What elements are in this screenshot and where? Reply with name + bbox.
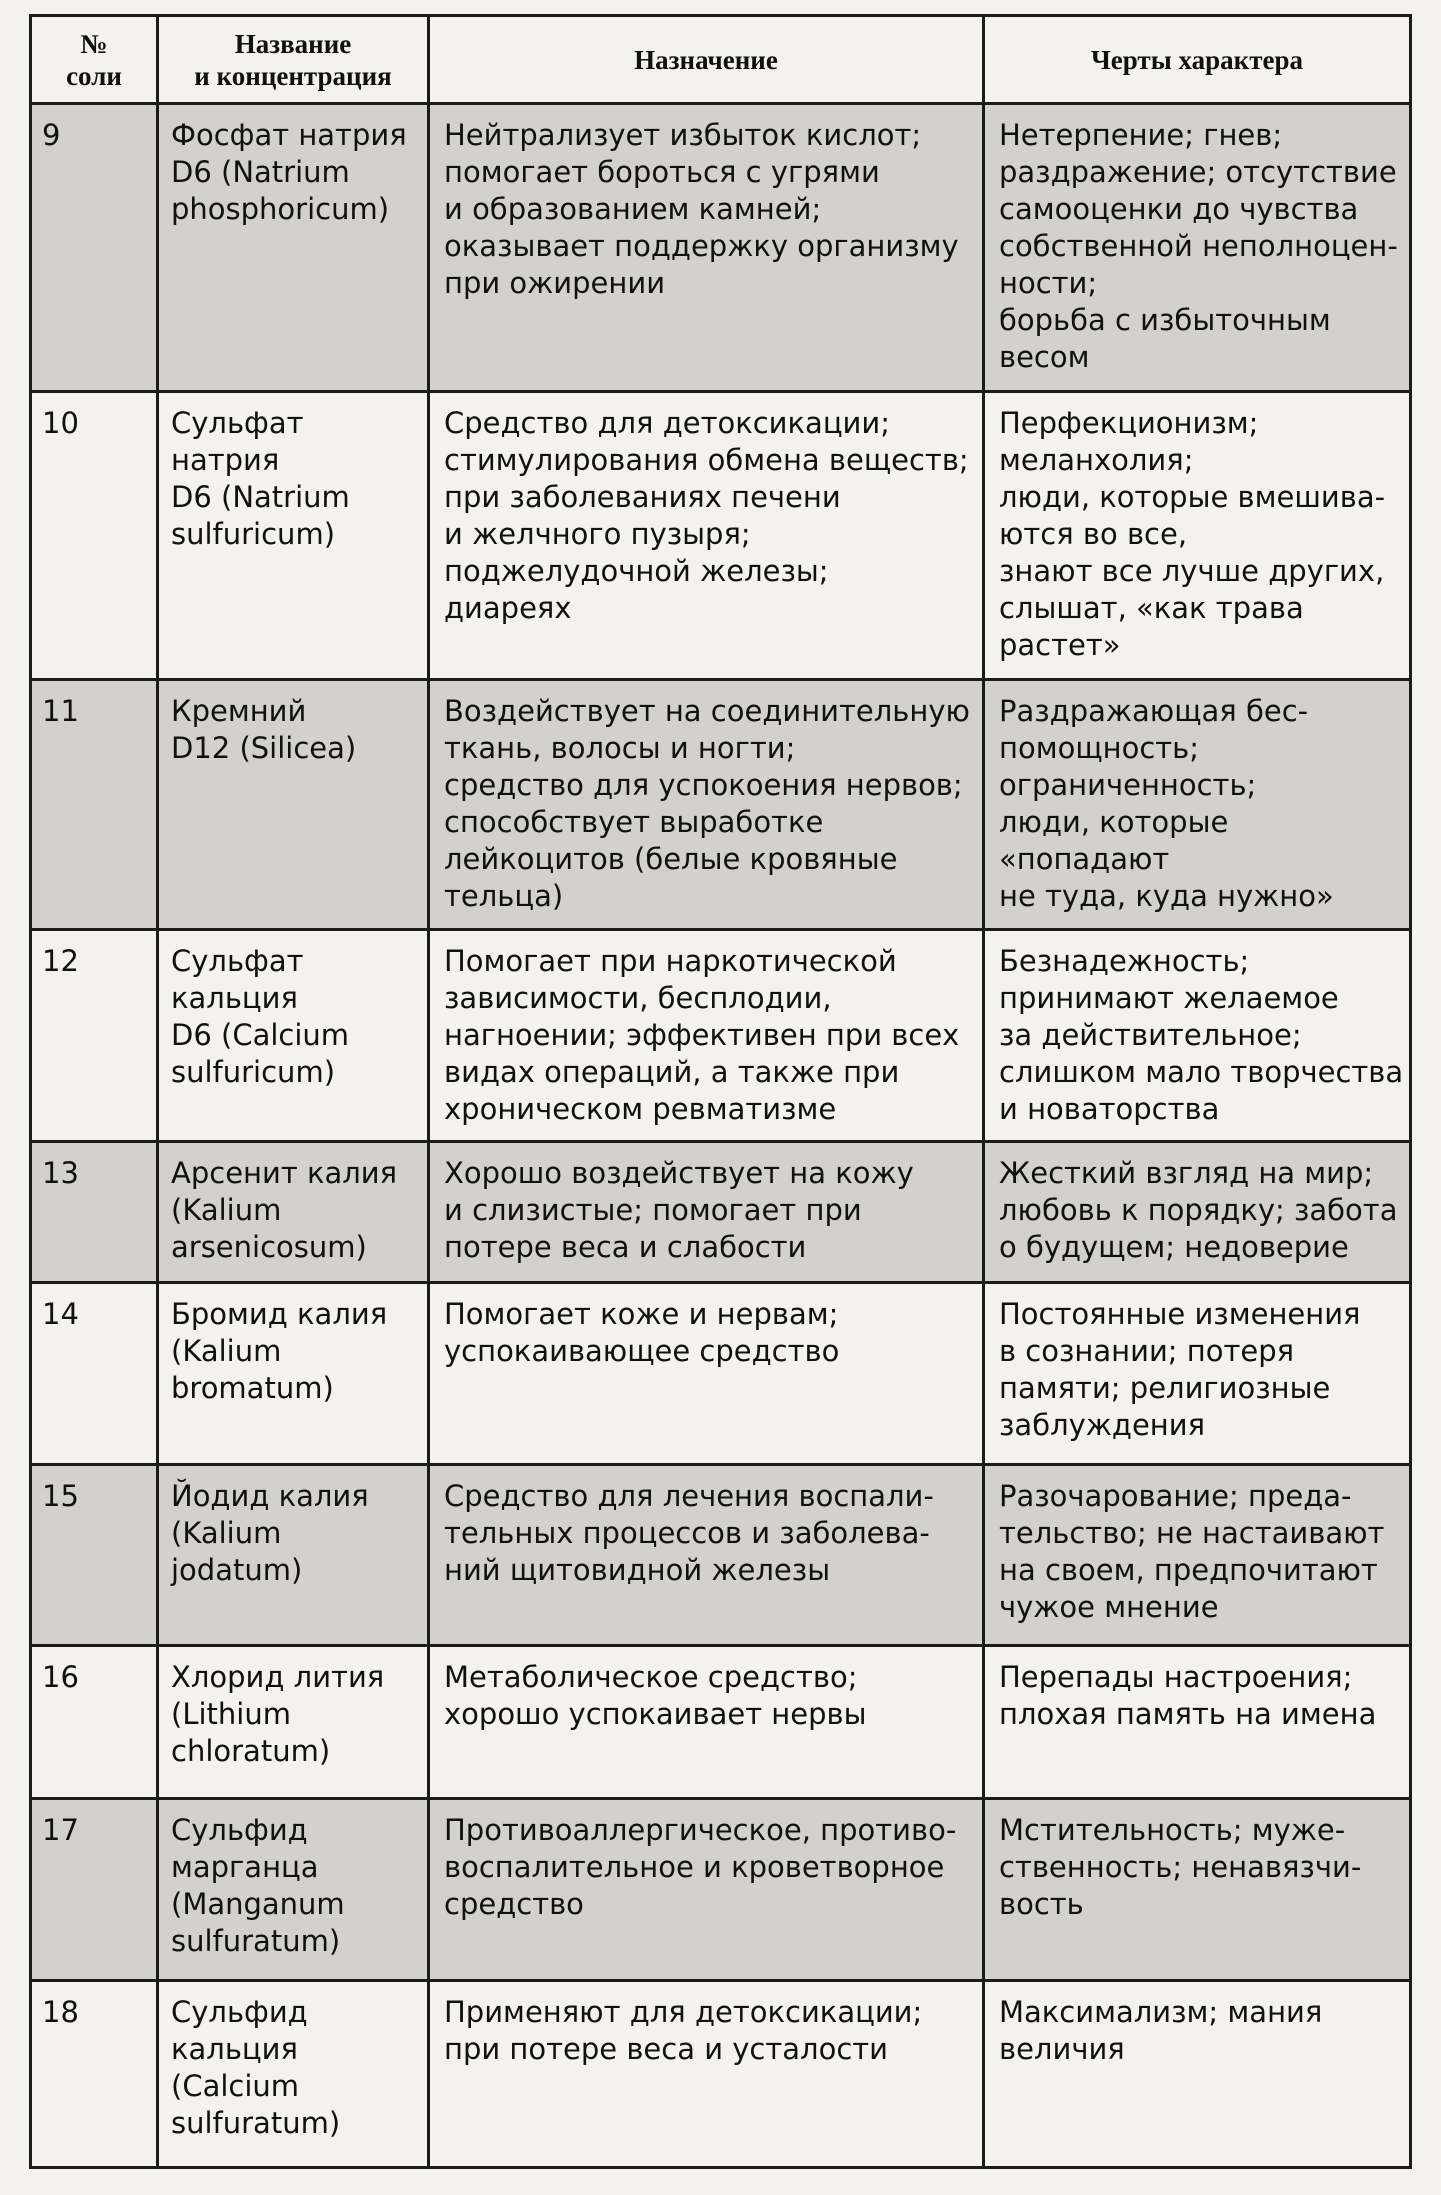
salt-number-cell: 10 bbox=[31, 391, 158, 679]
table-row bbox=[31, 929, 1411, 1141]
salt-number-cell: 12 bbox=[31, 929, 158, 1141]
purpose-cell: Противоаллергическое, противо- воспалительное и кроветворное средство bbox=[429, 1799, 984, 1981]
traits-cell: Мстительность; муже- ственность; ненавязчи- вость bbox=[984, 1799, 1411, 1981]
purpose-cell: Помогает коже и нервам; успокаивающее средство bbox=[429, 1282, 984, 1464]
traits-cell: Постоянные изменения в сознании; потеря памяти; религиозные заблуждения bbox=[984, 1282, 1411, 1464]
table-row bbox=[31, 104, 1411, 392]
purpose-cell: Средство для лечения воспали- тельных процессов и заболева- ний щитовидной железы bbox=[429, 1464, 984, 1646]
salt-name-cell: Арсенит калия (Kalium arsenicosum) bbox=[158, 1142, 429, 1283]
salt-name-cell: Сульфат натрия D6 (Natrium sulfuricum) bbox=[158, 391, 429, 679]
salt-name-cell: Йодид калия (Kalium jodatum) bbox=[158, 1464, 429, 1646]
salt-name-cell: Сульфат кальция D6 (Calcium sulfuricum) bbox=[158, 929, 429, 1141]
header-name-concentration: Название и концентрация bbox=[158, 16, 429, 104]
salt-name-cell: Фосфат натрия D6 (Natrium phosphoricum) bbox=[158, 104, 429, 392]
salt-number-cell: 18 bbox=[31, 1981, 158, 2168]
header-salt-number: № соли bbox=[31, 16, 158, 104]
table-row bbox=[31, 1799, 1411, 1981]
traits-cell: Разочарование; преда- тельство; не настаивают на своем, предпочитают чужое мнение bbox=[984, 1464, 1411, 1646]
purpose-cell: Воздействует на соединительную ткань, волосы и ногти; средство для успокоения нервов; способствует выработке лейкоцитов (белые кровяные тельца) bbox=[429, 679, 984, 929]
table-row bbox=[31, 1142, 1411, 1283]
salt-name-cell: Сульфид марганца (Manganum sulfuratum) bbox=[158, 1799, 429, 1981]
traits-cell: Жесткий взгляд на мир; любовь к порядку; забота о будущем; недоверие bbox=[984, 1142, 1411, 1283]
purpose-cell: Применяют для детоксикации; при потере веса и усталости bbox=[429, 1981, 984, 2168]
purpose-cell: Хорошо воздействует на кожу и слизистые; помогает при потере веса и слабости bbox=[429, 1142, 984, 1283]
table-row bbox=[31, 391, 1411, 679]
table-row bbox=[31, 1981, 1411, 2168]
salt-number-cell: 13 bbox=[31, 1142, 158, 1283]
traits-cell: Нетерпение; гнев; раздражение; отсутствие самооценки до чувства собственной неполноцен- ности; борьба с избыточным весом bbox=[984, 104, 1411, 392]
salt-number-cell: 9 bbox=[31, 104, 158, 392]
salt-number-cell: 14 bbox=[31, 1282, 158, 1464]
salt-name-cell: Кремний D12 (Silicea) bbox=[158, 679, 429, 929]
traits-cell: Раздражающая бес- помощность; ограниченность; люди, которые «попадают не туда, куда нужно» bbox=[984, 679, 1411, 929]
salt-number-cell: 16 bbox=[31, 1646, 158, 1799]
salt-name-cell: Хлорид лития (Lithium chloratum) bbox=[158, 1646, 429, 1799]
header-purpose: Назначение bbox=[429, 16, 984, 104]
salt-number-cell: 15 bbox=[31, 1464, 158, 1646]
purpose-cell: Нейтрализует избыток кислот; помогает бороться с угрями и образованием камней; оказывает поддержку организму при ожирении bbox=[429, 104, 984, 392]
traits-cell: Максимализм; мания величия bbox=[984, 1981, 1411, 2168]
table-row bbox=[31, 1464, 1411, 1646]
table-row bbox=[31, 1282, 1411, 1464]
traits-cell: Безнадежность; принимают желаемое за действительное; слишком мало творчества и новаторства bbox=[984, 929, 1411, 1141]
salts-table bbox=[29, 14, 1412, 2169]
purpose-cell: Средство для детоксикации; стимулирования обмена веществ; при заболеваниях печени и желчного пузыря; поджелудочной железы; диареях bbox=[429, 391, 984, 679]
purpose-cell: Метаболическое средство; хорошо успокаивает нервы bbox=[429, 1646, 984, 1799]
purpose-cell: Помогает при наркотической зависимости, бесплодии, нагноении; эффективен при всех видах операций, а также при хроническом ревматизме bbox=[429, 929, 984, 1141]
traits-cell: Перфекционизм; меланхолия; люди, которые вмешива- ются во все, знают все лучше других, слышат, «как трава растет» bbox=[984, 391, 1411, 679]
traits-cell: Перепады настроения; плохая память на имена bbox=[984, 1646, 1411, 1799]
salt-number-cell: 11 bbox=[31, 679, 158, 929]
salt-name-cell: Бромид калия (Kalium bromatum) bbox=[158, 1282, 429, 1464]
table-row bbox=[31, 679, 1411, 929]
header-character-traits: Черты характера bbox=[984, 16, 1411, 104]
salt-name-cell: Сульфид кальция (Calcium sulfuratum) bbox=[158, 1981, 429, 2168]
table-row bbox=[31, 1646, 1411, 1799]
table-header-row bbox=[31, 16, 1411, 104]
salt-number-cell: 17 bbox=[31, 1799, 158, 1981]
